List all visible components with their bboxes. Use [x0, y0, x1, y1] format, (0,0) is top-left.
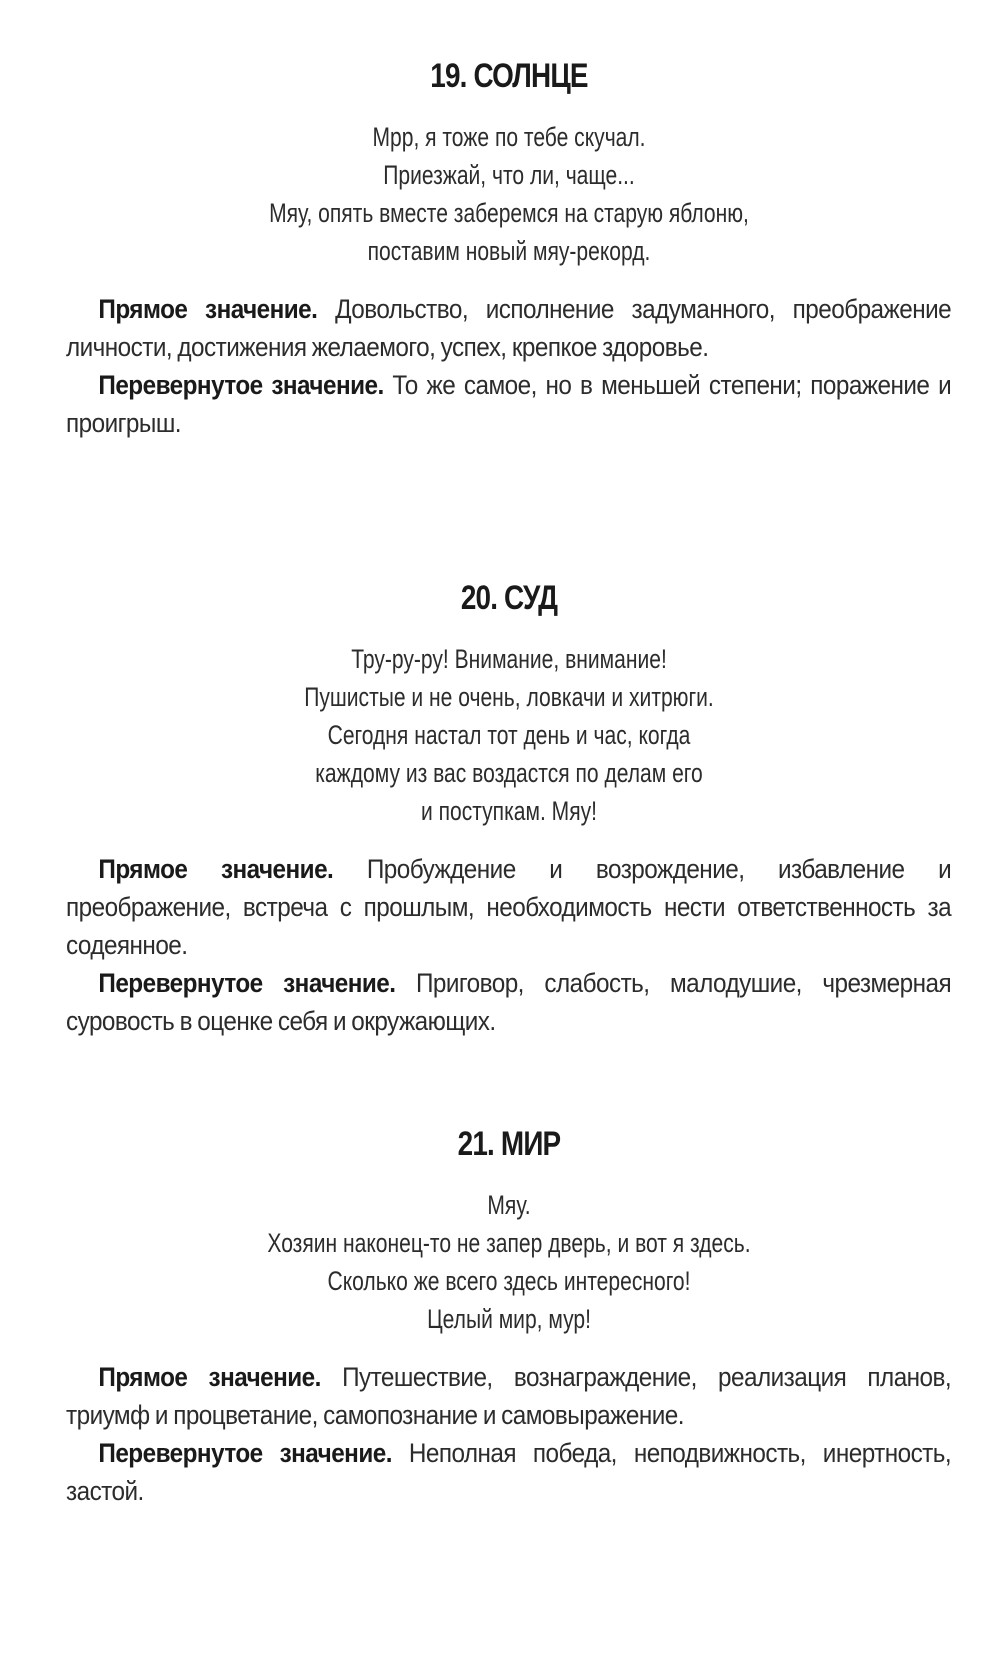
upright-label: Прямое значение.: [98, 294, 318, 324]
reversed-label: Перевернутое значение.: [98, 1438, 392, 1468]
reversed-meaning: [66, 964, 951, 1040]
meanings: [66, 850, 952, 1040]
upright-text: Пробуждение и возрождение, избавление и преображение, встреча с прошлым, необходимость нести ответственность за содеянное.: [66, 854, 952, 960]
poem: [66, 1186, 952, 1338]
poem-line: Сегодня настал тот день и час, когда: [327, 720, 691, 750]
poem-line: Мяу, опять вместе заберемся на старую яблоню,: [269, 198, 749, 228]
upright-label: Прямое значение.: [98, 854, 334, 884]
section-title: 20. СУД: [460, 579, 558, 617]
upright-meaning: [66, 1358, 951, 1434]
poem: [66, 640, 952, 830]
poem-line: каждому из вас воздастся по делам его: [315, 758, 703, 788]
upright-label: Прямое значение.: [98, 1362, 321, 1392]
card-section-sun: [66, 56, 952, 442]
poem-line: Целый мир, мур!: [427, 1304, 591, 1334]
upright-meaning: [66, 850, 951, 964]
reversed-text: Приговор, слабость, малодушие, чрезмерная суровость в оценке себя и окружающих.: [66, 968, 952, 1036]
reversed-meaning: [66, 1434, 951, 1510]
reversed-label: Перевернутое значение.: [98, 968, 396, 998]
poem-line: Мяу.: [487, 1190, 531, 1220]
upright-text: Довольство, исполнение задуманного, преображение личности, достижения желаемого, успех, крепкое здоровье.: [66, 294, 952, 362]
card-section-judgement: [66, 578, 952, 1040]
reversed-text: То же самое, но в меньшей степени; поражение и проигрыш.: [66, 370, 952, 438]
poem-line: Пушистые и не очень, ловкачи и хитрюги.: [304, 682, 714, 712]
reversed-label: Перевернутое значение.: [98, 370, 384, 400]
upright-text: Путешествие, вознаграждение, реализация планов, триумф и процветание, самопознание и самовыражение.: [66, 1362, 952, 1430]
upright-meaning: [66, 290, 951, 366]
meanings: [66, 290, 952, 442]
section-title: 21. МИР: [457, 1125, 561, 1163]
poem-line: поставим новый мяу-рекорд.: [367, 236, 651, 266]
poem-line: Сколько же всего здесь интересного!: [327, 1266, 691, 1296]
card-section-world: [66, 1124, 952, 1510]
poem-line: Мрр, я тоже по тебе скучал.: [372, 122, 646, 152]
reversed-text: Неполная победа, неподвижность, инертность, застой.: [66, 1438, 952, 1506]
meanings: [66, 1358, 952, 1510]
poem-line: Приезжай, что ли, чаще...: [383, 160, 635, 190]
section-title: 19. СОЛНЦЕ: [430, 57, 588, 95]
poem: [66, 118, 952, 270]
reversed-meaning: [66, 366, 951, 442]
poem-line: Тру-ру-ру! Внимание, внимание!: [351, 644, 667, 674]
poem-line: и поступкам. Мяу!: [421, 796, 597, 826]
poem-line: Хозяин наконец-то не запер дверь, и вот я здесь.: [267, 1228, 751, 1258]
